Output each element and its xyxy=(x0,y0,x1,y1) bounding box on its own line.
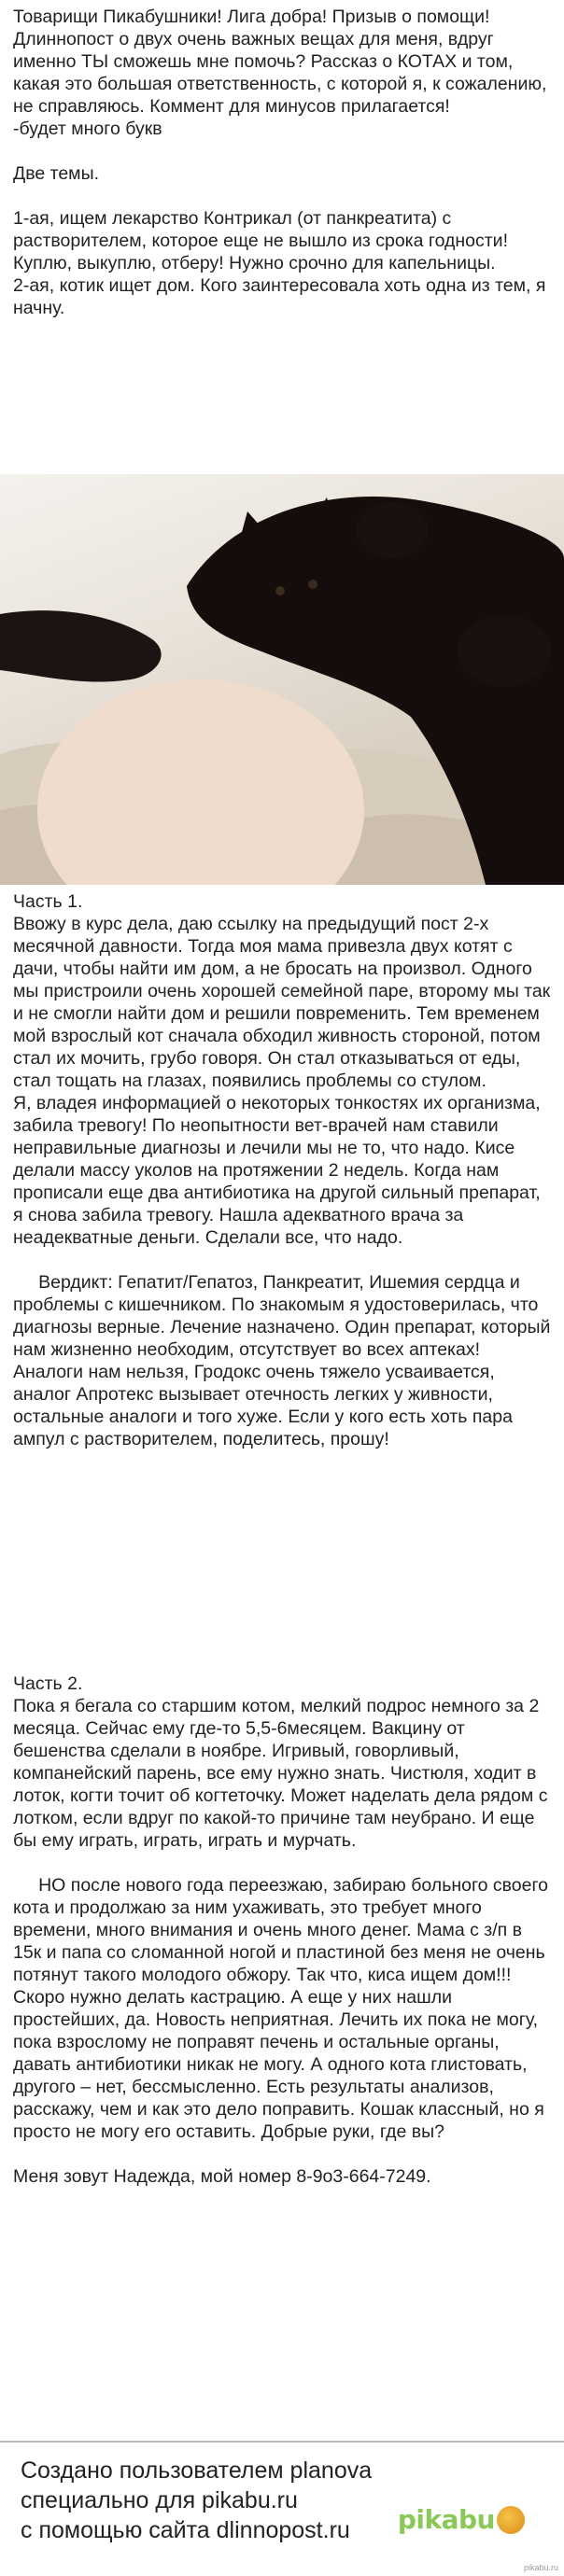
knee-shape xyxy=(37,679,364,885)
cat-eye xyxy=(275,586,285,595)
small-cat-shape xyxy=(0,610,162,681)
cats-photo xyxy=(0,474,564,885)
pikabu-hamburger-icon xyxy=(497,2506,525,2534)
pikabu-logo-text: pikabu xyxy=(397,2504,495,2535)
pikabu-url[interactable]: pikabu.ru xyxy=(523,2563,558,2572)
cat-paw xyxy=(357,502,428,558)
part2-text: Часть 2. Пока я бегала со старшим котом, мелкий подрос немного за 2 месяца. Сейчас ему где-то 5,5-6месяцем. Вакцину от бешенства сделали в ноябре. Игривый, говорливый, компанейский парень, все ему нужно знать. Чистюля, ходит в лоток, когти точит об когтеточку. Может наделать дела рядом с лотком, если вдруг по какой-то причине там неубрано. И еще бы ему играть, играть, играть и мурчать. НО после нового года переезжаю, забираю больного своего кота и продолжаю за ним ухаживать, это требует много времени, много внимания и очень много денег. Мама с з/п в 15к и папа со сломанной ногой и пластиной без меня не очень потянут такого молодого обжору. Так что, киса ищем дом!!! Скоро нужно делать кастрацию. А еще у них нашли простейших, да. Новость неприятная. Лечить их пока не могу, пока взрослому не поправят печень и остальные органы, давать антибиотики никак не могу. А одного кота глистовать, другого – нет, бессмысленно. Есть результаты анализов, расскажу, чем и как это дело поправить. Кошак классный, но я просто не могу его оставить. Добрые руки, где вы? Меня зовут Надежда, мой номер 8-9о3-664-7249. xyxy=(13,1673,549,2187)
intro-text: Товарищи Пикабушники! Лига добра! Призыв о помощи! Длиннопост о двух очень важных вещах для меня, вдруг именно ТЫ сможешь мне помочь? Рассказ о КОТАХ и том, какая это большая ответственность, с которой я, к сожалению, не справляюсь. Коммент для минусов прилагается! -будет много букв Две темы. 1-ая, ищем лекарство Контрикал (от панкреатита) с растворителем, которое еще не вышло из срока годности! Куплю, выкуплю, отберу! Нужно срочно для капельницы. 2-ая, котик ищет дом. Кого заинтересовала хоть одна из тем, я начну. xyxy=(13,7,547,318)
cat-paw xyxy=(458,616,551,687)
cats-photo-drawing xyxy=(0,474,564,885)
cat-eye xyxy=(308,580,317,589)
footer xyxy=(0,2441,564,2576)
footer-credits: Создано пользователем planova специально для pikabu.ru с помощью сайта dlinnopost.ru xyxy=(21,2457,373,2543)
part1-text: Часть 1. Ввожу в курс дела, даю ссылку на предыдущий пост 2-х месячной давности. Тогда моя мама привезла двух котят с дачи, чтобы найти им дом, а не бросать на произвол. Одного мы пристроили очень хорошей семейной паре, второму мы так и не смогли найти дом и решили повременить. Тем временем мой взрослый кот сначала обходил живность стороной, потом стал их мочить, грубо говоря. Он стал отказываться от еды, стал тощать на глазах, появились проблемы со стулом. Я, владея информацией о некоторых тонкостях их организма, забила тревогу! По неопытности вет-врачей нам ставили неправильные диагнозы и лечили мы не то, что надо. Кисе делали массу уколов на протяжении 2 недель. Когда нам прописали еще два антибиотика на другой сильный препарат, я снова забила тревогу. Нашла адекватного врача за неадекватные деньги. Сделали все, что надо. Вердикт: Гепатит/Гепатоз, Панкреатит, Ишемия сердца и проблемы с кишечником. По знакомым я удостоверилась, что диагнозы верные. Лечение назначено. Один препарат, который нам жизненно необходим, отсутствует во всех аптеках! Аналоги нам нельзя, Гродокс очень тяжело усваивается, аналог Апротекс вызывает отечность легких у живности, остальные аналоги и того хуже. Если у кого есть хоть пара ампул с растворителем, поделитесь, прошу! xyxy=(13,891,551,1449)
pikabu-logo[interactable] xyxy=(398,2504,525,2535)
